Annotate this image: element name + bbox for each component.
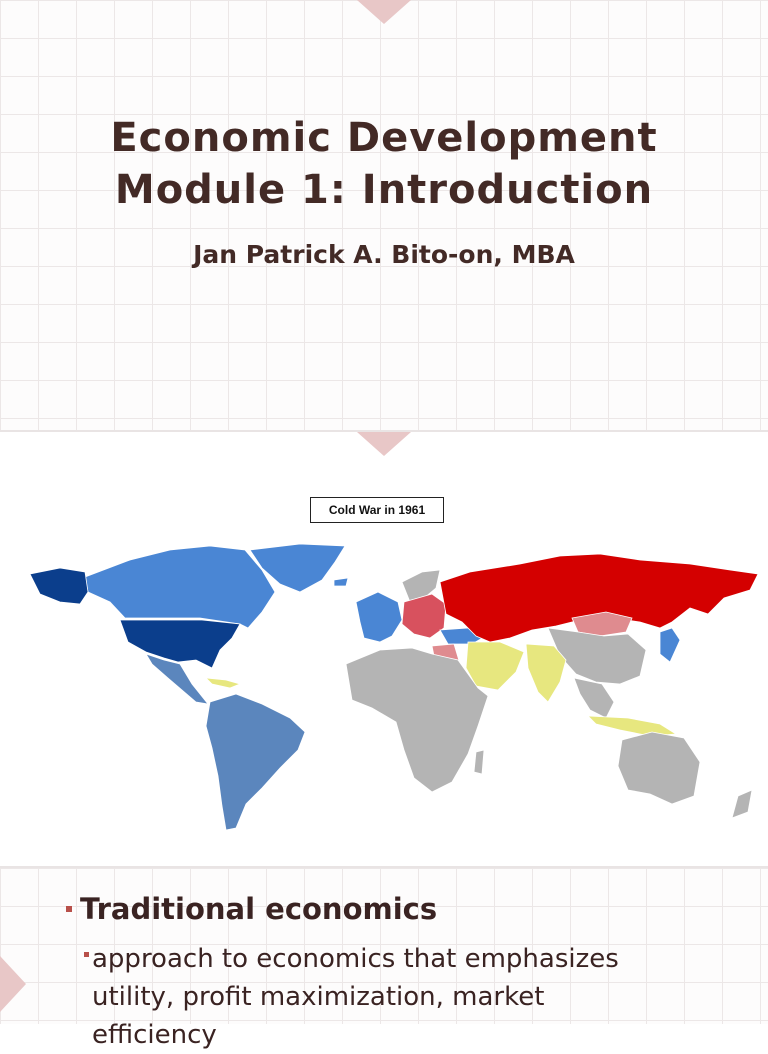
usa-shape [120,620,240,668]
new-zealand-shape [732,790,752,818]
author-name: Jan Patrick A. Bito-on, MBA [193,240,575,269]
japan-shape [660,628,680,662]
bullet-heading: Traditional economics [80,892,438,926]
content-slide [0,868,768,1050]
indonesia-shape [588,716,676,736]
iceland-shape [334,578,348,586]
body-line-1: approach to economics that emphasizes [92,944,619,974]
caribbean-shape [206,678,240,688]
southeast-asia-shape [574,678,614,718]
canada-shape [85,546,275,628]
sub-bullet-marker [84,952,89,957]
bullet-marker [66,906,72,912]
india-shape [526,644,566,702]
body-line-3: efficiency [92,1020,217,1050]
bullet-body [92,940,732,1054]
australia-shape [618,732,700,804]
slide-title [0,112,768,216]
decorative-triangle [357,0,411,24]
south-america-shape [206,694,305,830]
map-title: Cold War in 1961 [310,497,444,523]
warsaw-pact-shape [402,594,446,638]
body-line-2: utility, profit maximization, market [92,982,545,1012]
title-slide [0,0,768,430]
title-line-2: Module 1: Introduction [114,167,654,213]
decorative-side-triangle [0,956,26,1012]
title-line-1: Economic Development [110,115,658,161]
western-europe-shape [356,592,402,642]
map-slide [0,432,768,866]
madagascar-shape [474,750,484,774]
alaska-shape [30,568,88,604]
